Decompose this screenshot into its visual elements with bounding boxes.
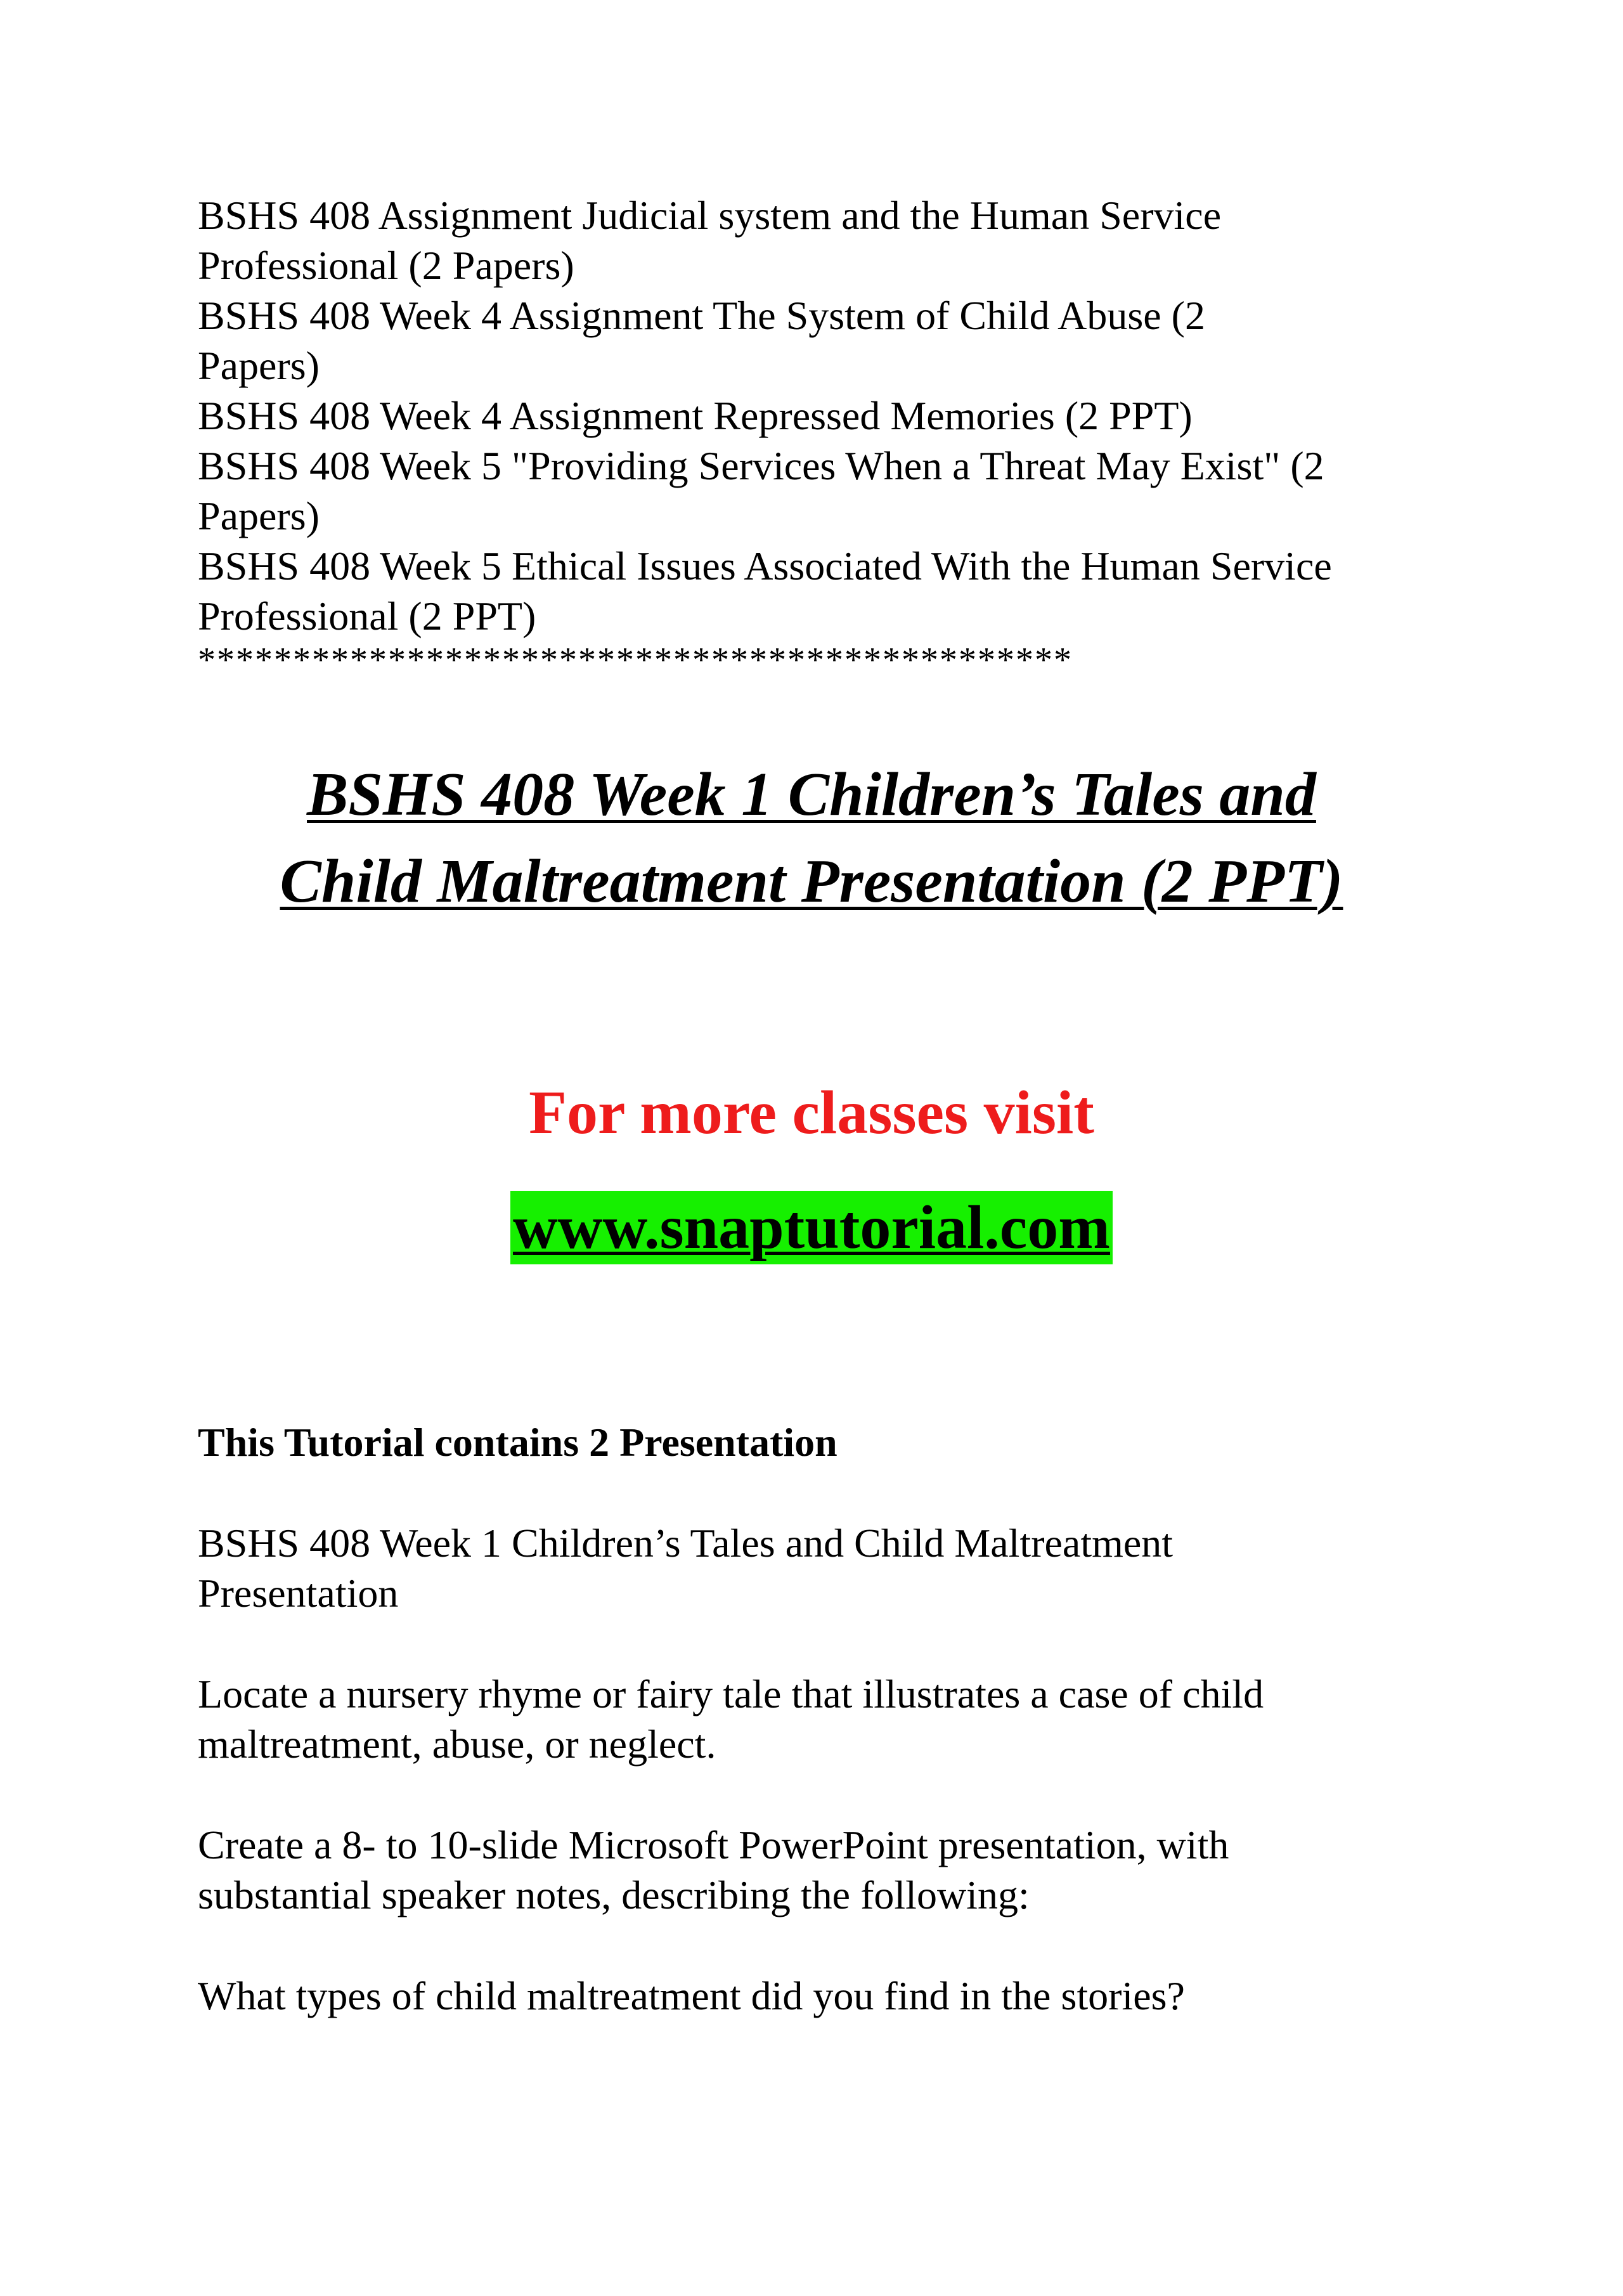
list-line: Professional (2 PPT) <box>198 593 536 639</box>
list-line: BSHS 408 Assignment Judicial system and the Human Service <box>198 193 1222 238</box>
promo-text: For more classes visit <box>529 1079 1094 1147</box>
title-line-1: BSHS 408 Week 1 Children’s Tales and <box>307 760 1316 829</box>
website-link[interactable]: www.snaptutorial.com <box>510 1191 1113 1264</box>
list-line: BSHS 408 Week 5 "Providing Services When a Threat May Exist" (2 <box>198 443 1324 488</box>
list-line: BSHS 408 Week 4 Assignment Repressed Memories (2 PPT) <box>198 393 1193 438</box>
paragraph-line: BSHS 408 Week 1 Children’s Tales and Child Maltreatment <box>198 1521 1174 1566</box>
paragraph-line: maltreatment, abuse, or neglect. <box>198 1722 716 1767</box>
paragraph-line: Locate a nursery rhyme or fairy tale that illustrates a case of child <box>198 1671 1264 1716</box>
document-title <box>0 751 1623 925</box>
promo-link-wrap <box>0 1191 1623 1264</box>
paragraph <box>198 1820 1466 1920</box>
paragraph-line: What types of child maltreatment did you find in the stories? <box>198 1973 1185 2018</box>
list-line: Professional (2 Papers) <box>198 243 574 288</box>
list-line: Papers) <box>198 493 320 538</box>
promo-block <box>0 1075 1623 1151</box>
paragraph <box>198 1669 1466 1769</box>
list-line: BSHS 408 Week 4 Assignment The System of Child Abuse (2 <box>198 293 1205 338</box>
paragraph <box>198 1518 1466 1618</box>
paragraph <box>198 1971 1466 2021</box>
paragraph-line: substantial speaker notes, describing the following: <box>198 1872 1030 1917</box>
tutorial-body <box>198 1417 1466 2021</box>
course-list <box>198 190 1459 679</box>
list-line: BSHS 408 Week 5 Ethical Issues Associated With the Human Service <box>198 543 1332 588</box>
paragraph-line: Create a 8- to 10-slide Microsoft PowerPoint presentation, with <box>198 1822 1229 1867</box>
list-line: Papers) <box>198 343 320 388</box>
title-line-2: Child Maltreatment Presentation (2 PPT) <box>280 847 1343 916</box>
tutorial-heading: This Tutorial contains 2 Presentation <box>198 1420 837 1465</box>
separator-line: ********************************************** <box>198 640 1073 680</box>
paragraph-line: Presentation <box>198 1571 399 1616</box>
